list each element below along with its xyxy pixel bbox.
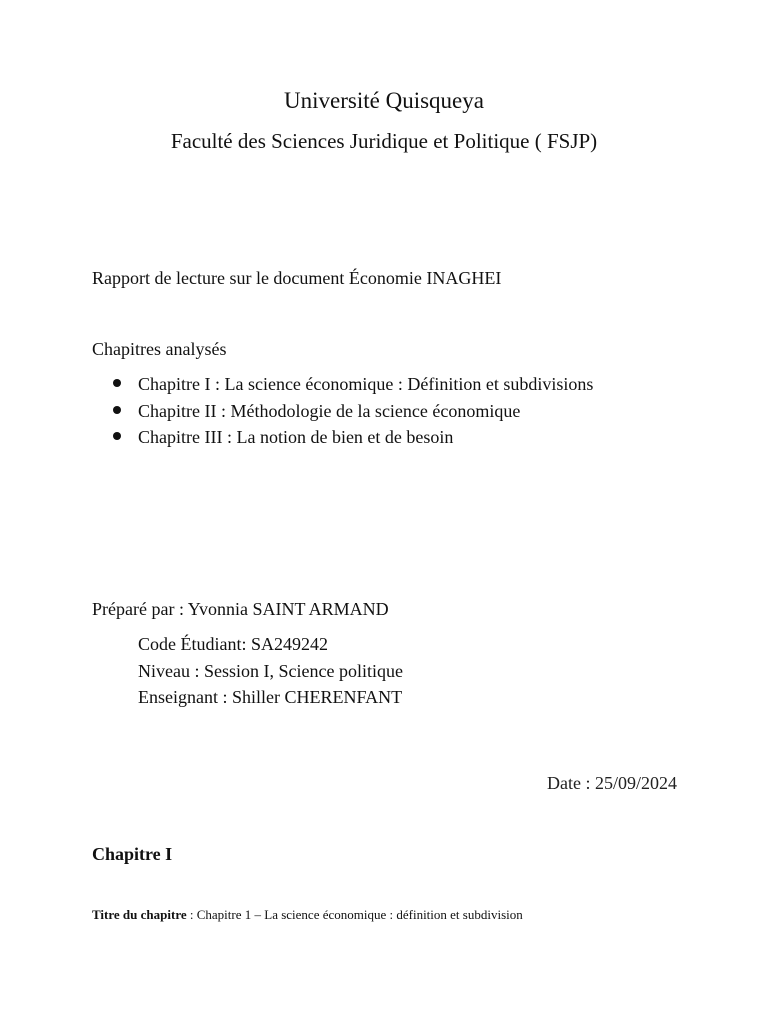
prepared-by: Préparé par : Yvonnia SAINT ARMAND [92, 599, 389, 619]
list-item [92, 371, 593, 398]
chapter-item-label: Chapitre III : La notion de bien et de besoin [138, 427, 454, 447]
chapter-item-label: Chapitre II : Méthodologie de la science économique [138, 400, 521, 421]
teacher-name: Enseignant : Shiller CHERENFANT [138, 687, 403, 707]
chapter-title-line [92, 906, 523, 924]
chapter-heading: Chapitre I [92, 844, 173, 864]
faculty-name: Faculté des Sciences Juridique et Politique ( FSJP) [170, 129, 598, 153]
report-title: Rapport de lecture sur le document Économie INAGHEI [92, 268, 502, 288]
bullet-icon [113, 406, 121, 414]
student-level: Niveau : Session I, Science politique [138, 660, 403, 681]
report-date: Date : 25/09/2024 [547, 773, 677, 793]
list-item [92, 424, 593, 451]
chapter-title-value: : Chapitre 1 – La science économique : définition et subdivision [186, 907, 523, 922]
bullet-icon [113, 379, 121, 387]
student-info [138, 631, 403, 711]
list-item [92, 398, 593, 425]
chapter-list [92, 371, 593, 451]
student-code: Code Étudiant: SA249242 [138, 634, 328, 654]
chapters-heading: Chapitres analysés [92, 339, 227, 359]
university-name: Université Quisqueya [284, 88, 484, 113]
bullet-icon [113, 432, 121, 440]
chapter-title-label: Titre du chapitre [92, 907, 187, 922]
chapter-item-label: Chapitre I : La science économique : Définition et subdivisions [138, 374, 594, 394]
